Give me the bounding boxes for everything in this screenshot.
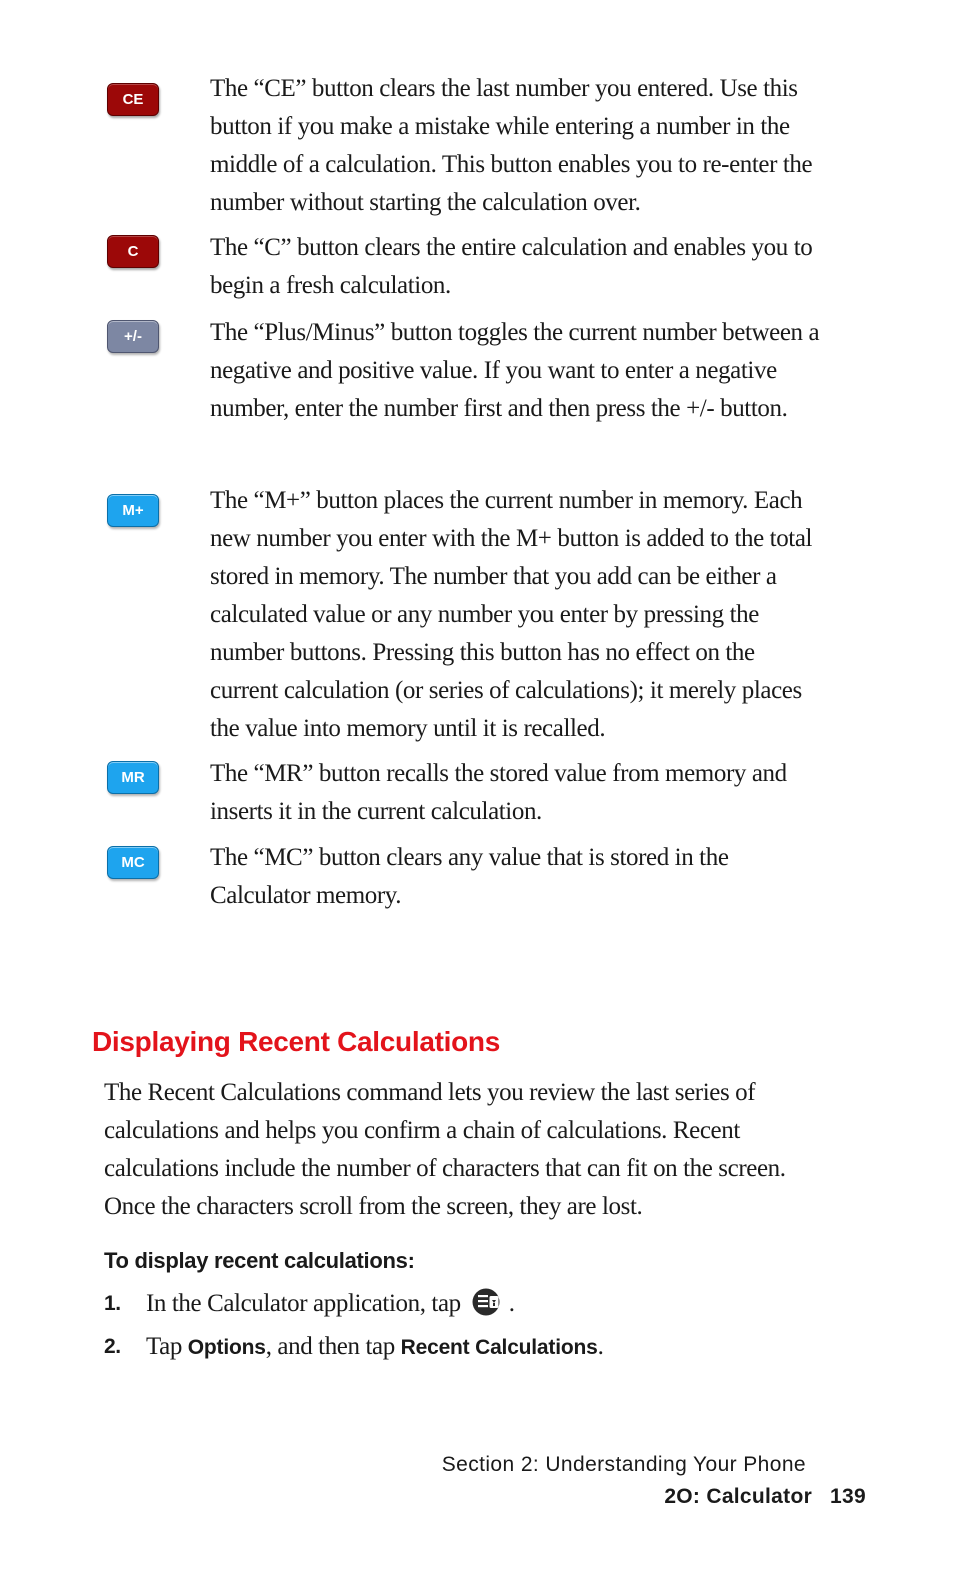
m-plus-button-image: M+ — [107, 494, 159, 527]
section-heading: Displaying Recent Calculations — [92, 1026, 500, 1057]
mc-button-image: MC — [107, 846, 159, 879]
step-2-suffix: . — [597, 1333, 604, 1360]
plus-minus-button-image: +/- — [107, 320, 159, 353]
step-1-text — [146, 1285, 515, 1323]
step-1-number: 1. — [104, 1292, 121, 1315]
step-1-suffix: . — [508, 1290, 515, 1317]
m-plus-description: The “M+” button places the current number in memory. Each new number you enter with the M+ button is added to the total stored in memory. The number that you add can be either a calculated value or any number you enter by pressing the number buttons. Pressing this button has no effect on the current calculation (or series of calculations); it merely places the value into memory until it is recalled. — [210, 487, 813, 742]
mc-description: The “MC” button clears any value that is stored in the Calculator memory. — [210, 844, 729, 909]
ce-button-image: CE — [107, 83, 159, 116]
step-2-mid: , and then tap — [265, 1333, 401, 1360]
step-2-number: 2. — [104, 1335, 121, 1358]
page-number: 139 — [830, 1485, 866, 1508]
procedure-subheading: To display recent calculations: — [104, 1248, 415, 1273]
options-menu-label: Options — [187, 1336, 266, 1359]
mr-button-image: MR — [107, 761, 159, 794]
recent-calculations-label: Recent Calculations — [400, 1336, 598, 1359]
footer-chapter-line — [664, 1485, 866, 1509]
c-button-image: C — [107, 235, 159, 268]
menu-icon — [471, 1287, 505, 1317]
section-paragraph: The Recent Calculations command lets you review the last series of calculations and helps you confirm a chain of calculations. Recent calculations include the number of characters that can fit on the screen. Once the characters scroll from the screen, they are lost. — [104, 1079, 786, 1220]
ce-description: The “CE” button clears the last number you entered. Use this button if you make a mistake while entering a number in the middle of a calculation. This button enables you to re-enter the number without starting the calculation over. — [210, 75, 813, 216]
step-1-instruction: In the Calculator application, tap — [146, 1290, 461, 1317]
footer-chapter: 2O: Calculator — [664, 1485, 813, 1508]
plus-minus-description: The “Plus/Minus” button toggles the current number between a negative and positive value. If you want to enter a negative number, enter the number first and then press the +/- button. — [210, 319, 820, 422]
c-description: The “C” button clears the entire calculation and enables you to begin a fresh calculation. — [210, 234, 813, 299]
step-2-text — [146, 1328, 603, 1367]
step-2-pre: Tap — [146, 1333, 188, 1360]
footer-section-line: Section 2: Understanding Your Phone — [441, 1453, 806, 1476]
mr-description: The “MR” button recalls the stored value from memory and inserts it in the current calculation. — [210, 760, 787, 825]
